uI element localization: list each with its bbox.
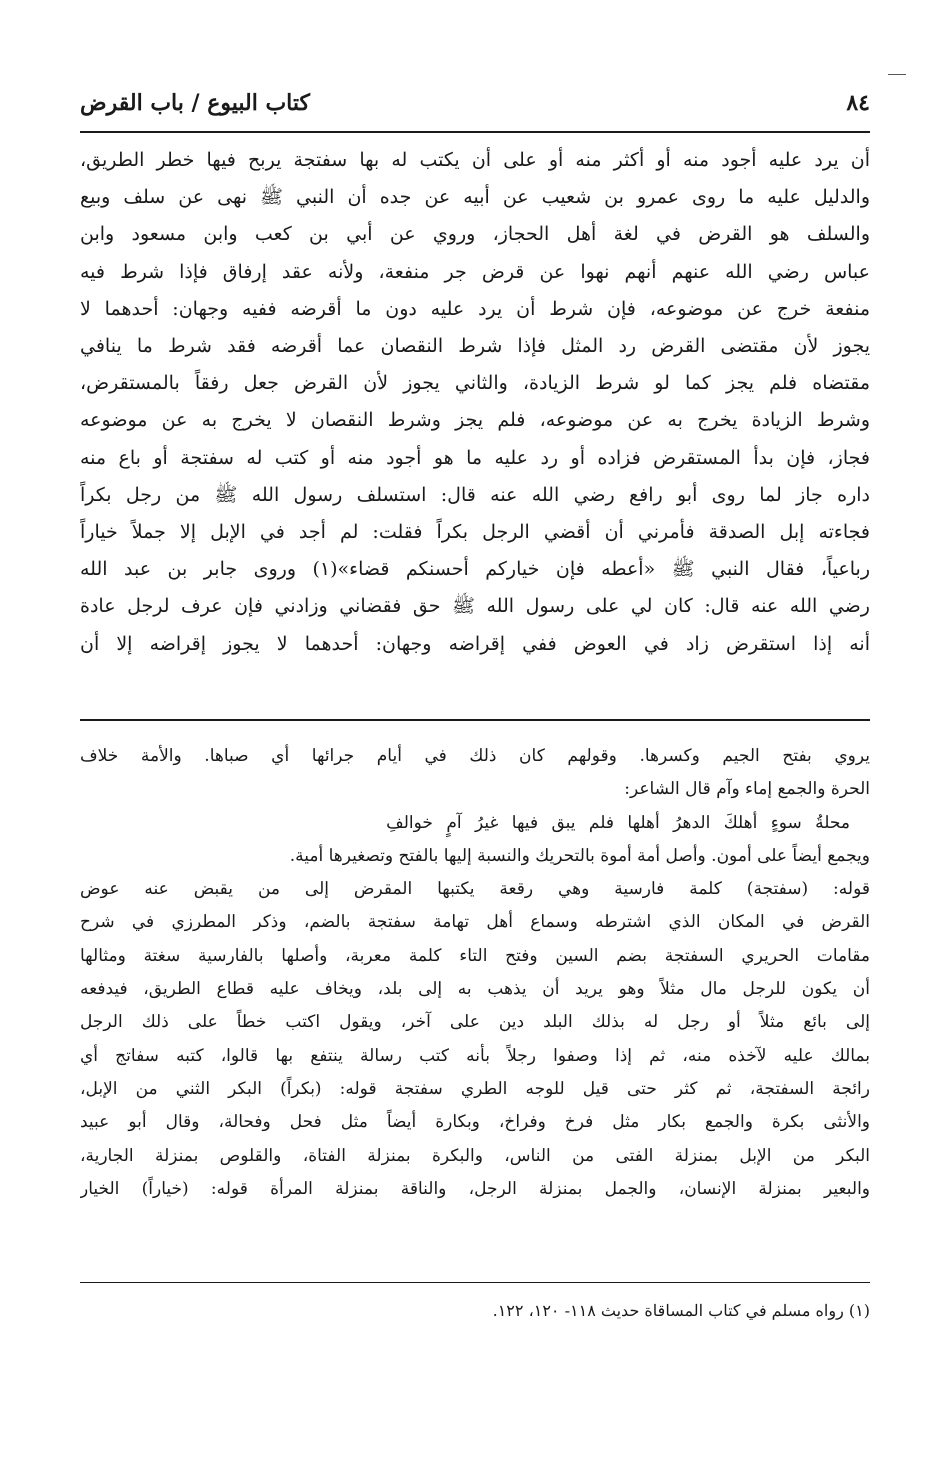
commentary-line: القرض في المكان الذي اشترطه وسماع أهل تهامة سفتجة بالضم، وذكر المطرزي في شرح: [80, 912, 870, 933]
main-line: رضي الله عنه قال: كان لي على رسول الله ﷺ حق فقضاني وزادني فإن عرف لرجل عادة: [80, 595, 870, 618]
commentary-line: البكر من الإبل بمنزلة الفتى من الناس، والبكرة بمنزلة الفتاة، والقلوص بمنزلة الجارية،: [80, 1145, 870, 1166]
commentary-line: والأنثى بكرة والجمع بكار مثل فرخ وفراخ، وبكارة أيضاً مثل فحل وفحالة، وقال أبو عبيد: [80, 1112, 870, 1133]
page-header: [80, 88, 870, 128]
footnote: [80, 1296, 870, 1326]
commentary-separator: [80, 719, 870, 721]
commentary-line: ويجمع أيضاً على أمون. وأصل أمة أموة بالتحريك والنسبة إليها بالفتح وتصغيرها أمية.: [289, 845, 870, 866]
main-line: والدليل عليه ما روى عمرو بن شعيب عن أبيه عن جده أن النبي ﷺ نهى عن سلف وبيع: [80, 186, 870, 209]
main-line: رباعياً، فقال النبي ﷺ «أعطه فإن خياركم أحسنكم قضاء»(١) وروى جابر بن عبد الله: [80, 558, 870, 581]
corner-mark: [888, 74, 906, 75]
commentary-text: [80, 740, 870, 1206]
commentary-line: يروي بفتح الجيم وكسرها. وقولهم كان ذلك في أيام جرائها أي صباها. والأمة خلاف: [80, 746, 870, 766]
poetry-verse: محلةُ سوءٍ أهلكَ الدهرُ أهلها فلم يبق فيها غيرُ آمٍ خوالفِ: [386, 812, 850, 833]
commentary-line: إلى بائع مثلاً أو رجل له بذلك البلد دين على آخر، ويقول اكتب خطاً على ذلك الرجل: [80, 1012, 870, 1033]
commentary-line: مقامات الحريري السفتجة بضم السين وفتح التاء كلمة معربة، وأصلها بالفارسية سغتة ومثالها: [80, 945, 870, 966]
commentary-line: الحرة والجمع إماء وآم قال الشاعر:: [624, 779, 870, 800]
main-line: فجاز، فإن بدأ المستقرض فزاده أو رد عليه ما هو أجود منه أو كتب له سفتجة أو باع منه: [80, 446, 870, 469]
main-line: أنه إذا استقرض زاد في العوض ففي إقراضه وجهان: أحدهما لا يجوز إقراضه إلا أن: [80, 632, 870, 655]
main-line: منفعة خرج عن موضوعه، فإن شرط أن يرد عليه دون ما أقرضه ففيه وجهان: أحدهما لا: [80, 297, 870, 320]
main-line: داره جاز لما روى أبو رافع رضي الله عنه قال: استسلف رسول الله ﷺ من رجل بكراً: [80, 483, 870, 506]
main-line: عباس رضي الله عنهم أنهم نهوا عن قرض جر منفعة، ولأنه عقد إرفاق فإذا شرط فيه: [80, 260, 870, 283]
main-line: أن يرد عليه أجود منه أو أكثر منه أو على أن يكتب له بها سفتجة يربح فيها خطر الطريق،: [80, 149, 870, 171]
page-number: ٨٤: [846, 90, 870, 116]
main-line: والسلف هو القرض في لغة أهل الحجاز، وروي عن أبي بن كعب وابن مسعود وابن: [80, 223, 870, 246]
footnote-line: (١) رواه مسلم في كتاب المساقاة حديث ١١٨- ١٢٠، ١٢٢.: [492, 1301, 870, 1320]
running-title: كتاب البيوع / باب القرض: [80, 90, 311, 116]
commentary-line: قوله: (سفتجة) كلمة فارسية وهي رقعة يكتبها المقرض إلى من يقبض عنه عوض: [80, 879, 870, 900]
commentary-line: والبعير بمنزلة الإنسان، والجمل بمنزلة الرجل، والناقة بمنزلة المرأة قوله: (خياراً) الخيار: [80, 1178, 870, 1199]
main-text: [80, 142, 870, 663]
commentary-line: بمالك عليه لآخذه منه، ثم إذا وصفوا رجلاً بأنه كتب رسالة ينتفع بها قالوا، كتبه سفاتج أي: [80, 1045, 870, 1066]
commentary-line: أن يكون للرجل مال مثلاً وهو يريد أن يذهب به إلى بلد، ويخاف عليه قطاع الطريق، فيدفعه: [80, 979, 870, 1000]
main-line: يجوز لأن مقتضى القرض رد المثل فإذا شرط النقصان عما أقرضه فقد شرط ما ينافي: [80, 335, 870, 358]
footnote-separator: [80, 1282, 870, 1283]
main-line: وشرط الزيادة يخرج به عن موضوعه، فلم يجز وشرط النقصان لا يخرج به عن موضوعه: [80, 409, 870, 432]
commentary-line: رائجة السفتجة، ثم كثر حتى قيل للوجه الطري سفتجة قوله: (بكراً) البكر الثني من الإبل،: [80, 1078, 870, 1099]
main-line: مقتضاه فلم يجز كما لو شرط الزيادة، والثاني يجوز لأن القرض جعل رفقاً بالمستقرض،: [80, 372, 870, 395]
main-line: فجاءته إبل الصدقة فأمرني أن أقضي الرجل بكراً فقلت: لم أجد في الإبل إلا جملاً خياراً: [80, 521, 870, 544]
header-rule: [80, 131, 870, 133]
